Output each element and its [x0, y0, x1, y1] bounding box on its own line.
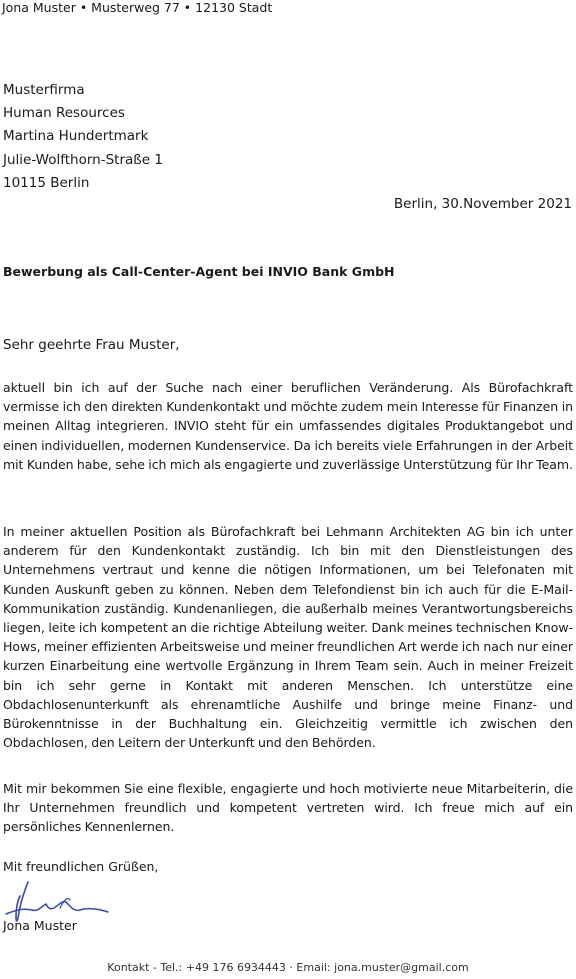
recipient-city: 10115 Berlin [3, 174, 90, 191]
recipient-company: Musterfirma [3, 82, 85, 98]
recipient-department: Human Resources [3, 105, 125, 122]
letter-date: Berlin, 30.November 2021 [393, 196, 572, 212]
body-paragraph-3: Mit mir bekommen Sie eine flexible, engagierte und hoch motivierte neue Mitarbeiterin, die Ihr Unternehmen freundlich und kompetent vertreten wird. Ich freue mich auf ein persönliches Kennenlernen. [3, 781, 573, 835]
closing-phrase: Mit freundlichen Grüßen, [3, 859, 159, 874]
body-paragraph-1: aktuell bin ich auf der Suche nach einer beruflichen Veränderung. Als Bürofachkraft vermisse ich den direkten Kundenkontakt und möchte zudem mein Interesse für Finanzen in meinen Alltag integrieren. INVIO steht für ein umfassendes digitales Produktangebot und einen individuellen, modernen Kundenservice. Da ich bereits viele Erfahrungen in der Arbeit mit Kunden habe, sehe ich mich als engagierte und zuverlässige Unterstützung für Ihr Team. [3, 380, 573, 472]
salutation: Sehr geehrte Frau Muster, [3, 337, 180, 353]
recipient-contact: Martina Hundertmark [3, 128, 149, 145]
sender-address-line: Jona Muster • Musterweg 77 • 12130 Stadt [2, 0, 273, 15]
recipient-street: Julie-Wolfthorn-Straße 1 [3, 151, 163, 168]
signer-name: Jona Muster [3, 918, 77, 933]
body-paragraph-2: In meiner aktuellen Position als Bürofachkraft bei Lehmann Architekten AG bin ich unter anderem für den Kundenkontakt zuständig. Ich bin mit den Dienstleistungen des Unternehmens vertraut und kenne die nötigen Informationen, um bei Telefonaten mit Kunden Auskunft geben zu können. Neben dem Telefondienst bin ich auch für die E-Mail-Kommunikation zuständig. Kundenanliegen, die außerhalb meines Verantwortungsbereichs liegen, leite ich kompetent an die richtige Abteilung weiter. Dank meines technischen Know-Hows, meiner effizienten Arbeitsweise und meiner freundlichen Art werde ich nach nur einer kurzen Einarbeitung eine wertvolle Ergänzung in Ihrem Team sein. Auch in meiner Freizeit bin ich sehr gerne in Kontakt mit anderen Menschen. Ich unterstütze eine Obdachlosenunterkunft als ehrenamtliche Aushilfe und bringe meine Finanz- und Bürokenntnisse in der Buchhaltung ein. Gleichzeitig vermittle ich zwischen den Obdachlosen, den Leitern der Unterkunft und den Behörden. [3, 524, 573, 751]
letter-subject: Bewerbung als Call-Center-Agent bei INVIO Bank GmbH [3, 264, 395, 279]
footer-contact: Kontakt - Tel.: +49 176 6934443 · Email: jona.muster@gmail.com [107, 961, 469, 974]
recipient-address-block [3, 79, 163, 195]
